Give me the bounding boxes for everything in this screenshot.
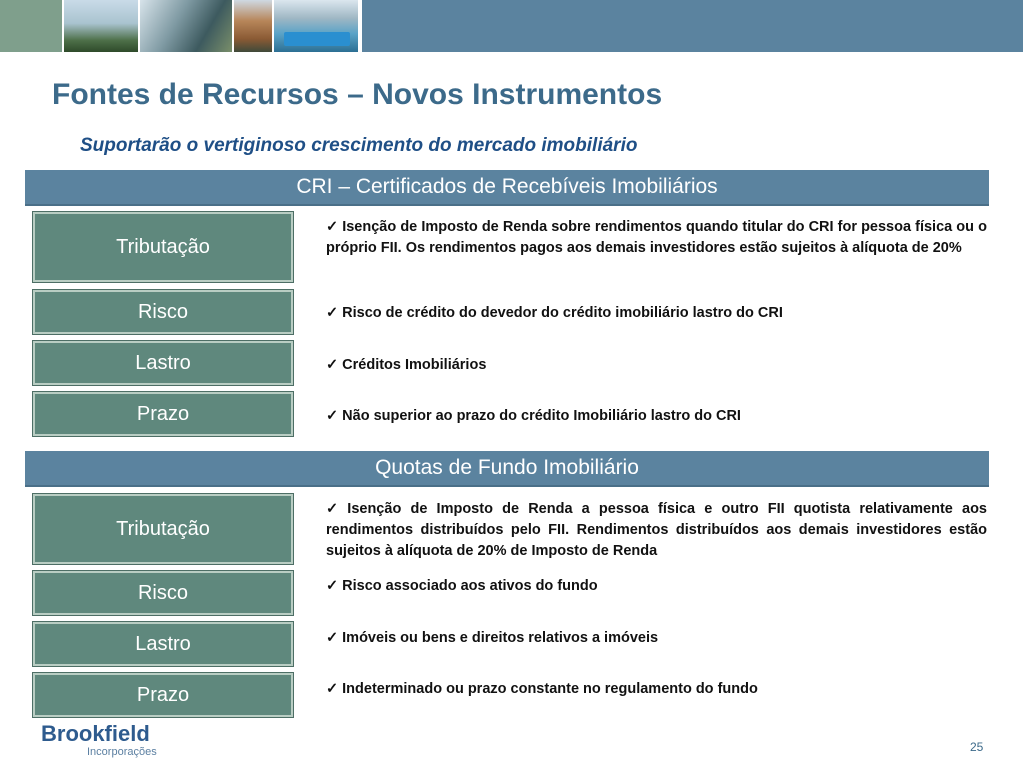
checkmark-icon: ✓	[326, 630, 339, 646]
label-lastro-fii: Lastro	[33, 622, 293, 666]
label-risco-cri: Risco	[33, 290, 293, 334]
banner-photo-pool	[272, 0, 360, 52]
checkmark-icon: ✓	[326, 578, 339, 594]
desc-tributacao-fii: ✓ Isenção de Imposto de Renda a pessoa física e outro FII quotista relativamente aos rendimentos distribuídos pelo FII. Rendimentos distribuídos aos demais investidores estão sujeitos à alíquota de 20% de Imposto de Renda	[326, 501, 987, 559]
desc-lastro-fii: ✓ Imóveis ou bens e direitos relativos a imóveis	[326, 630, 659, 646]
desc-prazo-cri: ✓ Não superior ao prazo do crédito Imobiliário lastro do CRI	[326, 408, 741, 424]
banner-photo-glass-facade	[138, 0, 232, 52]
desc-risco-cri: ✓ Risco de crédito do devedor do crédito imobiliário lastro do CRI	[326, 305, 783, 321]
label-lastro-cri: Lastro	[33, 341, 293, 385]
banner-photo-tower	[232, 0, 272, 52]
checkmark-icon: ✓	[326, 408, 339, 424]
checkmark-icon: ✓	[326, 501, 344, 517]
brookfield-logo	[41, 722, 157, 758]
label-prazo-cri: Prazo	[33, 392, 293, 436]
desc-risco-fii: ✓ Risco associado aos ativos do fundo	[326, 578, 598, 594]
label-tributacao-cri: Tributação	[33, 212, 293, 282]
desc-lastro-cri: ✓ Créditos Imobiliários	[326, 357, 487, 373]
desc-prazo-fii: ✓ Indeterminado ou prazo constante no regulamento do fundo	[326, 681, 758, 697]
label-tributacao-fii: Tributação	[33, 494, 293, 564]
checkmark-icon: ✓	[326, 219, 339, 235]
logo-brand: Brookfield	[41, 721, 150, 746]
checkmark-icon: ✓	[326, 305, 339, 321]
banner-photo-building	[62, 0, 138, 52]
checkmark-icon: ✓	[326, 357, 339, 373]
desc-tributacao-cri: ✓ Isenção de Imposto de Renda sobre rendimentos quando titular do CRI for pessoa física ou o próprio FII. Os rendimentos pagos aos demais investidores estão sujeitos à alíquota de 20%	[326, 219, 987, 256]
label-prazo-fii: Prazo	[33, 673, 293, 717]
page-number: 25	[970, 740, 984, 754]
logo-subtitle: Incorporações	[87, 746, 157, 758]
top-banner	[0, 0, 1023, 52]
page-subtitle: Suportarão o vertiginoso crescimento do mercado imobiliário	[80, 135, 638, 156]
section-header-cri: CRI – Certificados de Recebíveis Imobiliários	[25, 170, 989, 206]
label-risco-fii: Risco	[33, 571, 293, 615]
page-title: Fontes de Recursos – Novos Instrumentos	[52, 78, 663, 111]
banner-color-block	[0, 0, 62, 52]
checkmark-icon: ✓	[326, 681, 339, 697]
section-header-fii: Quotas de Fundo Imobiliário	[25, 451, 989, 487]
